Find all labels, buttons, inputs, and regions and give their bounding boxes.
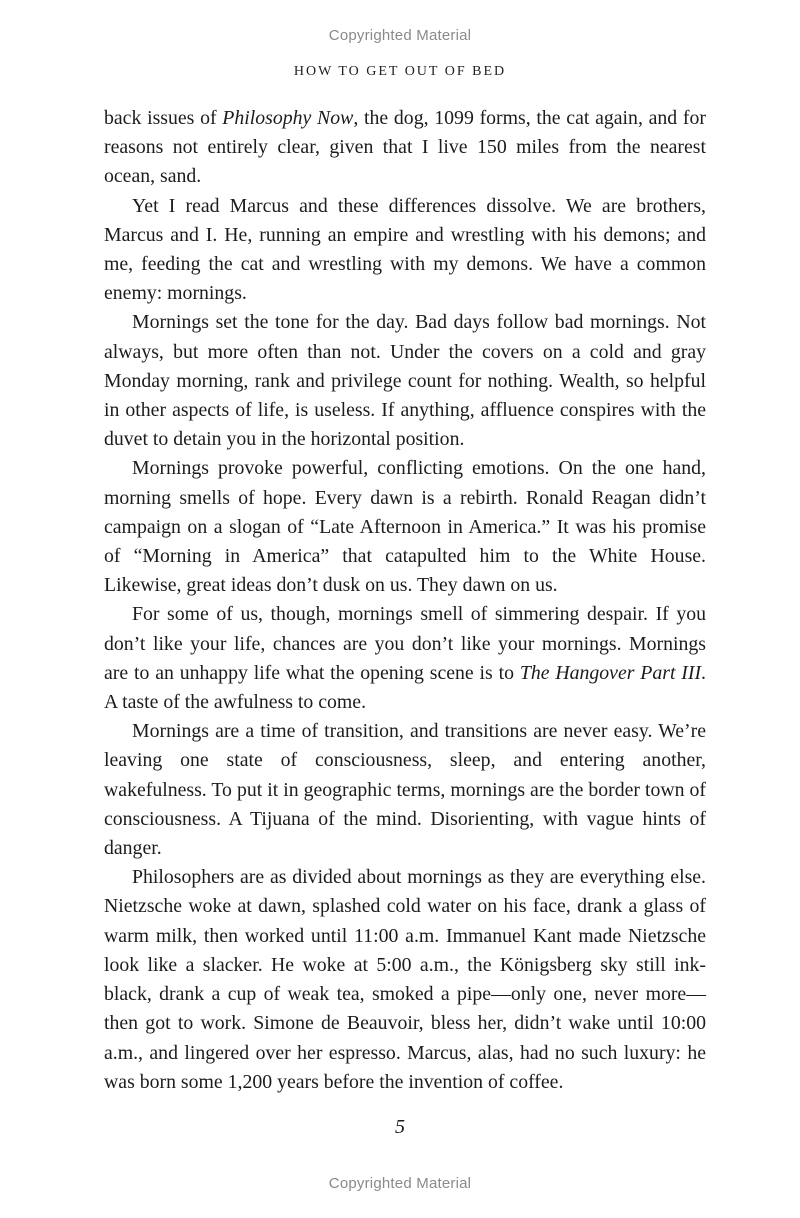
paragraph-5 <box>104 600 706 717</box>
paragraph-5-title-hangover: The Hangover Part III <box>519 661 702 684</box>
paragraph-1-text-c: , the dog, 1099 forms, the cat again, and for reasons not entirely clear, given that I live 150 miles from the nearest ocean, sand. <box>104 107 706 188</box>
paragraph-6: Mornings are a time of transition, and transitions are never easy. We’re leaving one state of consciousness, sleep, and entering another, wakefulness. To put it in geographic terms, mornings are the border town of consciousness. A Tijuana of the mind. Disorienting, with vague hints of danger. <box>104 720 706 860</box>
paragraph-3: Mornings set the tone for the day. Bad days follow bad mornings. Not always, but more often than not. Under the covers on a cold and gray Monday morning, rank and privilege count for nothing. Wealth, so helpful in other aspects of life, is useless. If anything, affluence conspires with the duvet to detain you in the horizontal position. <box>104 311 706 451</box>
paragraph-5-text-a: For some of us, though, mornings smell of simmering despair. If you don’t like your life, chances are you don’t like your mornings. Mornings are to an unhappy life what the opening scene is to <box>104 603 706 684</box>
copyright-watermark-bottom: Copyrighted Material <box>328 1175 472 1192</box>
running-head: HOW TO GET OUT OF BED <box>293 64 507 79</box>
paragraph-2: Yet I read Marcus and these differences dissolve. We are brothers, Marcus and I. He, running an empire and wrestling with his demons; and me, feeding the cat and wrestling with my demons. We have a common enemy: mornings. <box>104 194 706 305</box>
copyright-watermark-top: Copyrighted Material <box>328 27 472 44</box>
body-text <box>104 104 706 1097</box>
paragraph-1-title-philosophy-now: Philosophy Now <box>222 107 354 129</box>
paragraph-5-text-c: . A taste of the awfulness to come. <box>104 661 706 714</box>
page-number: 5 <box>395 1116 405 1138</box>
paragraph-1 <box>104 104 706 192</box>
paragraph-1-text-a: back issues of <box>104 107 223 129</box>
paragraph-4: Mornings provoke powerful, conflicting emotions. On the one hand, morning smells of hope. Every dawn is a rebirth. Ronald Reagan didn’t campaign on a slogan of “Late Afternoon in America.” It was his promise of “Morning in America” that catapulted him to the White House. Likewise, great ideas don’t dusk on us. They dawn on us. <box>104 457 706 597</box>
paragraph-7: Philosophers are as divided about mornings as they are everything else. Nietzsche woke at dawn, splashed cold water on his face, drank a glass of warm milk, then worked until 11:00 a.m. Immanuel Kant made Nietzsche look like a slacker. He woke at 5:00 a.m., the Königsberg sky still ink-black, drank a cup of weak tea, smoked a pipe—only one, never more—then got to work. Simone de Beauvoir, bless her, didn’t wake until 10:00 a.m., and lingered over her espresso. Marcus, alas, had no such luxury: he was born some 1,200 years before the invention of coffee. <box>104 866 706 1093</box>
